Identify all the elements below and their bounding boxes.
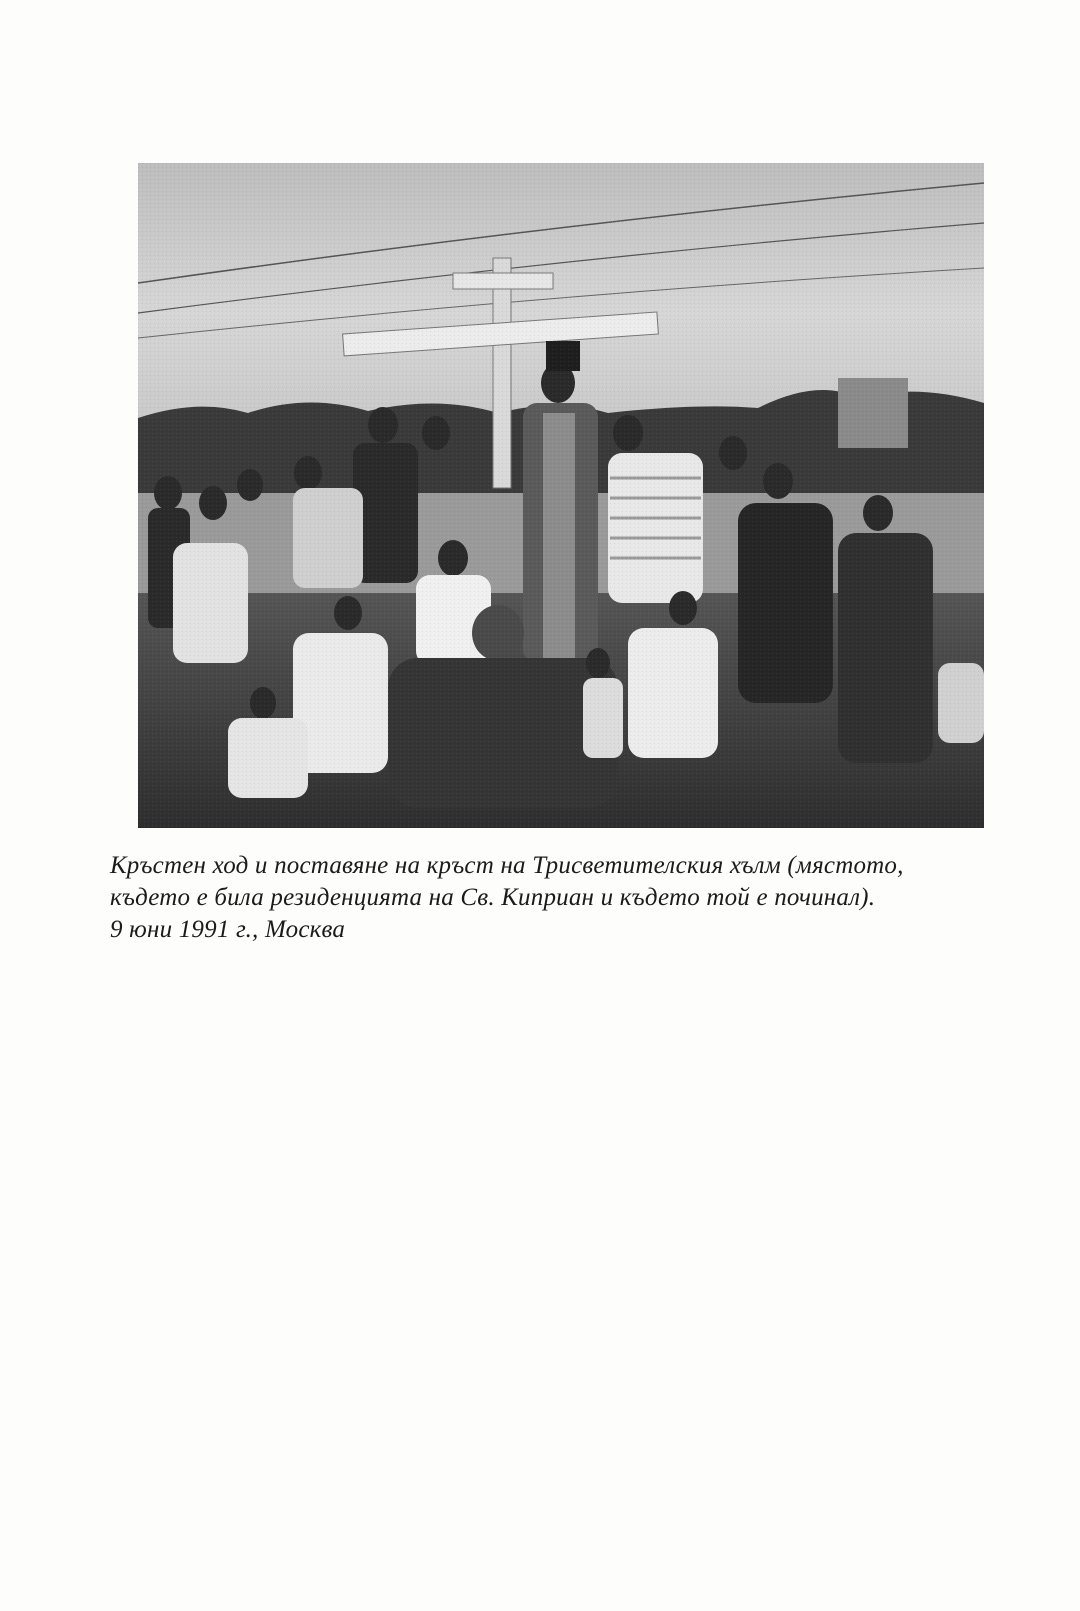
photo-caption — [110, 850, 1030, 946]
group-photo — [138, 163, 984, 828]
caption-line-3: 9 юни 1991 г., Москва — [110, 916, 346, 943]
photo-illustration-icon — [138, 163, 984, 828]
caption-line-2: където е била резиденцията на Св. Киприан и където той е починал). — [110, 884, 876, 911]
caption-line-1: Кръстен ход и поставяне на кръст на Трисветителския хълм (мястото, — [110, 852, 904, 879]
